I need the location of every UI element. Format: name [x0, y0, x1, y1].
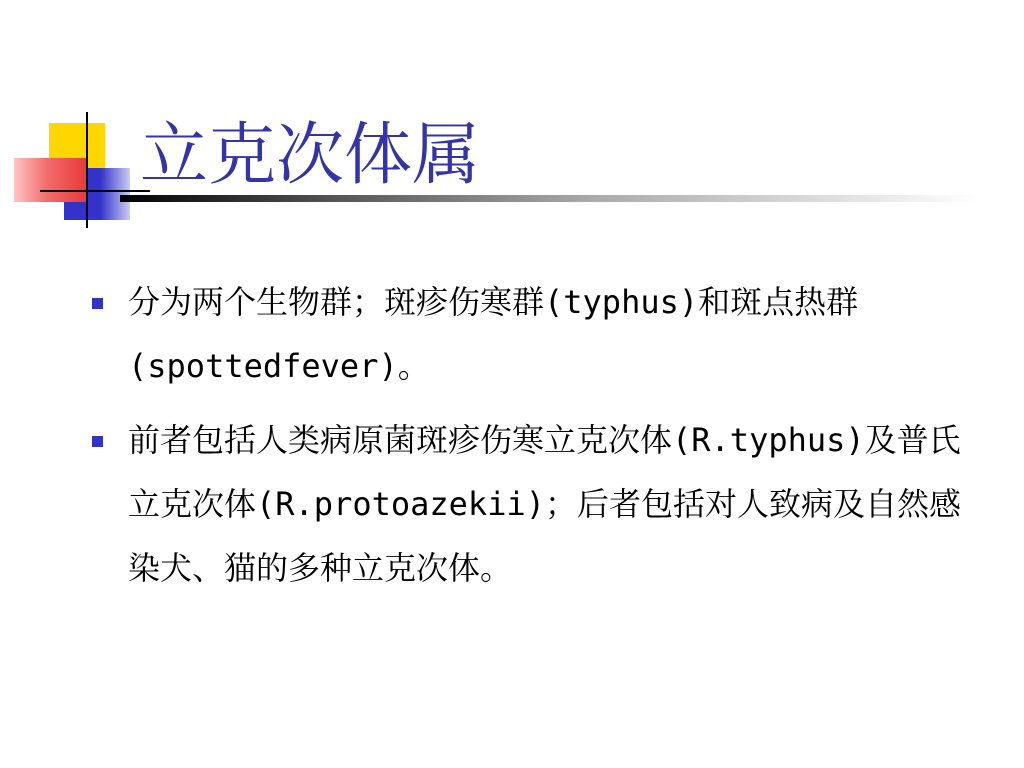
- red-square-decoration: [14, 158, 86, 202]
- bullet-list: [88, 270, 978, 610]
- bullet-item: [88, 270, 978, 398]
- bullet-item: [88, 408, 978, 600]
- square-bullet-icon: [92, 298, 103, 309]
- square-bullet-icon: [92, 436, 103, 447]
- horizontal-line-decoration: [40, 190, 150, 192]
- slide-title: 立克次体属: [140, 116, 481, 195]
- bullet-text: 前者包括人类病原菌斑疹伤寒立克次体(R.typhus)及普氏立克次体(R.protoazekii)；后者包括对人致病及自然感染犬、猫的多种立克次体。: [128, 421, 961, 587]
- bullet-text: 分为两个生物群；斑疹伤寒群(typhus)和斑点热群(spottedfever)。: [128, 283, 859, 385]
- vertical-line-decoration: [86, 112, 88, 228]
